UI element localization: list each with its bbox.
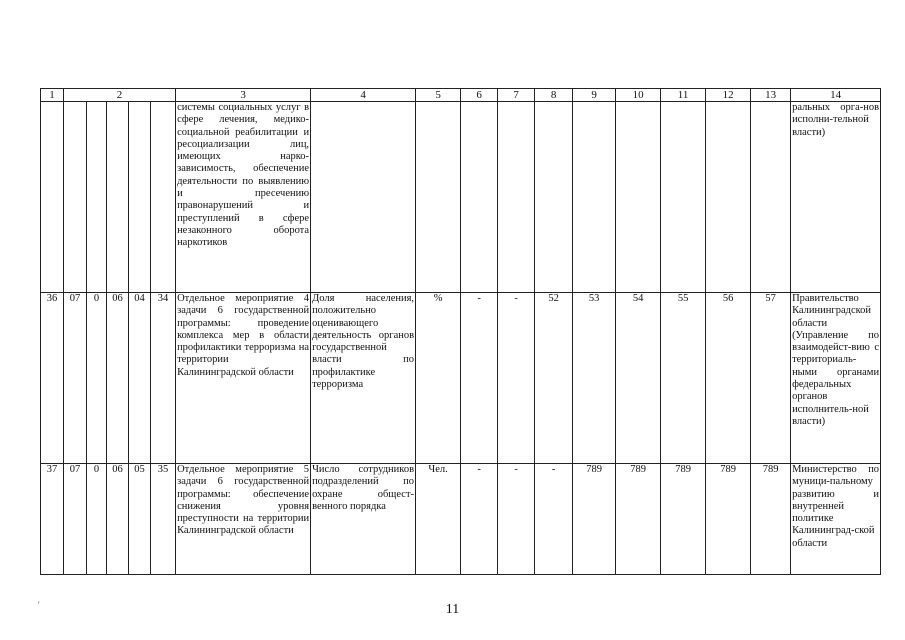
cell-value-12	[706, 102, 751, 293]
cell-value-12: 56	[706, 293, 751, 464]
cell-code-a: 07	[64, 464, 87, 575]
cell-unit: Чел.	[416, 464, 461, 575]
cell-value-11: 789	[661, 464, 706, 575]
cell-value-12: 789	[706, 464, 751, 575]
cell-value-7	[498, 102, 535, 293]
cell-responsible: Министерство по муници-пальному развитию и внутренней политике Калининград-ской области	[791, 464, 881, 575]
col-header-8: 8	[535, 89, 573, 102]
col-header-6: 6	[461, 89, 498, 102]
cell-indicator: Доля населения, положительно оценивающего деятельность органов государственной власти по профилактике терроризма	[311, 293, 416, 464]
col-header-11: 11	[661, 89, 706, 102]
cell-value-10: 789	[616, 464, 661, 575]
cell-code-d: 05	[129, 464, 151, 575]
cell-number: 36	[41, 293, 64, 464]
col-header-1: 1	[41, 89, 64, 102]
col-header-14: 14	[791, 89, 881, 102]
cell-indicator: Число сотрудников подразделений по охране общест-венного порядка	[311, 464, 416, 575]
cell-value-9	[573, 102, 616, 293]
col-header-10: 10	[616, 89, 661, 102]
table-row	[41, 102, 881, 293]
margin-mark: '	[38, 600, 40, 610]
cell-responsible: ральных орга-нов исполни-тельной власти)	[791, 102, 881, 293]
cell-number: 37	[41, 464, 64, 575]
cell-value-7: -	[498, 464, 535, 575]
cell-unit	[416, 102, 461, 293]
table-row	[41, 293, 881, 464]
cell-responsible: Правительство Калининградской области (Управление по взаимодейст-вию с территориаль-ными органами федеральных органов исполнитель-ной власти)	[791, 293, 881, 464]
cell-value-13	[751, 102, 791, 293]
cell-value-10: 54	[616, 293, 661, 464]
cell-code-a: 07	[64, 293, 87, 464]
cell-code-e: 34	[151, 293, 176, 464]
col-header-4: 4	[311, 89, 416, 102]
col-header-9: 9	[573, 89, 616, 102]
col-header-13: 13	[751, 89, 791, 102]
cell-code-b: 0	[87, 293, 107, 464]
cell-code-c	[107, 102, 129, 293]
cell-value-7: -	[498, 293, 535, 464]
header-row	[41, 89, 881, 102]
cell-code-b	[87, 102, 107, 293]
cell-value-10	[616, 102, 661, 293]
cell-value-8: -	[535, 464, 573, 575]
col-header-2: 2	[64, 89, 176, 102]
cell-value-9: 789	[573, 464, 616, 575]
cell-value-6: -	[461, 464, 498, 575]
col-header-12: 12	[706, 89, 751, 102]
cell-code-e: 35	[151, 464, 176, 575]
col-header-5: 5	[416, 89, 461, 102]
cell-value-13: 789	[751, 464, 791, 575]
cell-measure: системы социальных услуг в сфере лечения, медико-социальной реабилитации и ресоциализации лиц, имеющих нарко-зависимость, обеспечение деятельности по выявлению и пресечению правонарушений и преступлений в сфере незаконного оборота наркотиков	[176, 102, 311, 293]
cell-value-6	[461, 102, 498, 293]
cell-code-c: 06	[107, 293, 129, 464]
col-header-7: 7	[498, 89, 535, 102]
cell-code-d	[129, 102, 151, 293]
cell-indicator	[311, 102, 416, 293]
cell-code-c: 06	[107, 464, 129, 575]
cell-value-6: -	[461, 293, 498, 464]
cell-value-8	[535, 102, 573, 293]
cell-code-a	[64, 102, 87, 293]
cell-number	[41, 102, 64, 293]
cell-measure: Отдельное мероприятие 4 задачи 6 государственной программы: проведение комплекса мер в области профилактики терроризма на территории Калининградской области	[176, 293, 311, 464]
cell-value-11: 55	[661, 293, 706, 464]
page-number: 11	[445, 602, 460, 617]
table-row	[41, 464, 881, 575]
cell-measure: Отдельное мероприятие 5 задачи 6 государственной программы: обеспечение снижения уровня преступности на территории Калининградской области	[176, 464, 311, 575]
cell-value-11	[661, 102, 706, 293]
cell-unit: %	[416, 293, 461, 464]
cell-code-e	[151, 102, 176, 293]
col-header-3: 3	[176, 89, 311, 102]
cell-code-b: 0	[87, 464, 107, 575]
cell-value-13: 57	[751, 293, 791, 464]
program-table	[40, 88, 881, 575]
cell-value-9: 53	[573, 293, 616, 464]
cell-value-8: 52	[535, 293, 573, 464]
cell-code-d: 04	[129, 293, 151, 464]
